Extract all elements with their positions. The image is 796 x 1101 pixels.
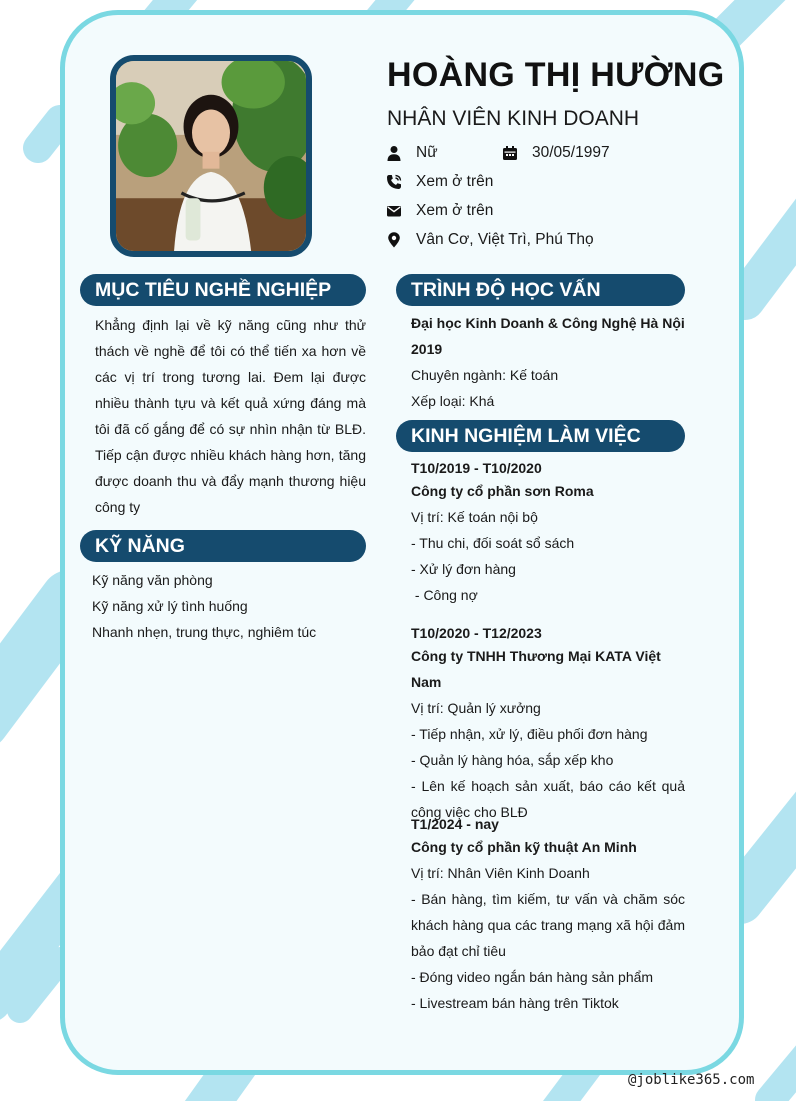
- email-row: [386, 201, 493, 221]
- grade: Xếp loại: Khá: [411, 393, 495, 409]
- gender-row: [386, 143, 438, 163]
- birthday-row: [502, 143, 610, 163]
- profile-photo: [110, 55, 312, 257]
- objective-heading: MỤC TIÊU NGHỀ NGHIỆP: [80, 274, 366, 306]
- school-name: Đại học Kinh Doanh & Công Nghệ Hà Nội: [411, 315, 685, 331]
- job-duty: - Tiếp nhận, xử lý, điều phối đơn hàng: [411, 726, 648, 742]
- objective-text: Khẳng định lại về kỹ năng cũng như thử thách về nghề để tôi có thể tiến xa hơn về các vị trí trong tương lai. Đem lại được nhiều thành tựu và kết quả xứng đáng mà tôi đã cố gắng để có sự nhìn nhận từ BLĐ. Tiếp cận được nhiều khách hàng hơn, tăng được doanh thu và đẩy mạnh thương hiệu công ty: [95, 317, 366, 515]
- job-duty: - Công nợ: [411, 587, 478, 603]
- job-position: Vị trí: Kế toán nội bộ: [411, 509, 538, 525]
- job-period: T10/2020 - T12/2023: [411, 625, 542, 641]
- email-value: Xem ở trên: [416, 202, 494, 219]
- job-duty: - Thu chi, đối soát sổ sách: [411, 535, 575, 551]
- envelope-icon: [386, 203, 402, 219]
- address-row: [386, 230, 594, 250]
- phone-value: Xem ở trên: [416, 173, 494, 190]
- job-position: Vị trí: Nhân Viên Kinh Doanh: [411, 865, 590, 881]
- job-duty: - Xử lý đơn hàng: [411, 561, 516, 577]
- skill-item: Nhanh nhẹn, trung thực, nghiêm túc: [92, 624, 317, 640]
- experience-heading: KINH NGHIỆM LÀM VIỆC: [396, 420, 685, 452]
- skill-item: Kỹ năng xử lý tình huống: [92, 598, 248, 614]
- job-company: Công ty TNHH Thương Mại KATA Việt Nam: [411, 648, 661, 690]
- job-period: T1/2024 - nay: [411, 816, 499, 832]
- map-pin-icon: [386, 232, 402, 248]
- gender-value: Nữ: [416, 144, 438, 161]
- major: Chuyên ngành: Kế toán: [411, 367, 559, 383]
- skills-heading: KỸ NĂNG: [80, 530, 366, 562]
- job-company: Công ty cổ phần kỹ thuật An Minh: [411, 839, 637, 855]
- user-icon: [386, 145, 402, 161]
- address-value: Vân Cơ, Việt Trì, Phú Thọ: [416, 231, 594, 248]
- job-duty: - Đóng video ngắn bán hàng sản phẩm: [411, 969, 654, 985]
- job-duty: - Quản lý hàng hóa, sắp xếp kho: [411, 752, 614, 768]
- skill-item: Kỹ năng văn phòng: [92, 572, 213, 588]
- candidate-name: HOÀNG THỊ HƯỜNG: [387, 56, 725, 94]
- watermark: @joblike365.com: [628, 1072, 755, 1088]
- job-entry: [411, 811, 685, 1016]
- phone-icon: [386, 174, 402, 190]
- calendar-icon: [502, 145, 518, 161]
- job-entry: [411, 620, 685, 825]
- phone-row: [386, 172, 493, 192]
- birthday-value: 30/05/1997: [532, 144, 610, 161]
- job-company: Công ty cổ phần sơn Roma: [411, 483, 594, 499]
- job-duty: - Livestream bán hàng trên Tiktok: [411, 995, 619, 1011]
- education-heading: TRÌNH ĐỘ HỌC VẤN: [396, 274, 685, 306]
- job-period: T10/2019 - T10/2020: [411, 460, 542, 476]
- job-title: NHÂN VIÊN KINH DOANH: [387, 107, 640, 130]
- job-position: Vị trí: Quản lý xưởng: [411, 700, 541, 716]
- skills-list: [92, 567, 316, 645]
- education-block: [411, 310, 685, 414]
- job-duty: - Bán hàng, tìm kiếm, tư vấn và chăm sóc khách hàng qua các trang mạng xã hội đảm bảo đạt chỉ tiêu: [411, 891, 685, 959]
- job-entry: [411, 455, 685, 608]
- graduation-year: 2019: [411, 341, 443, 357]
- job-duty: - Lên kế hoạch sản xuất, báo cáo kết quả công việc cho BLĐ: [411, 778, 685, 820]
